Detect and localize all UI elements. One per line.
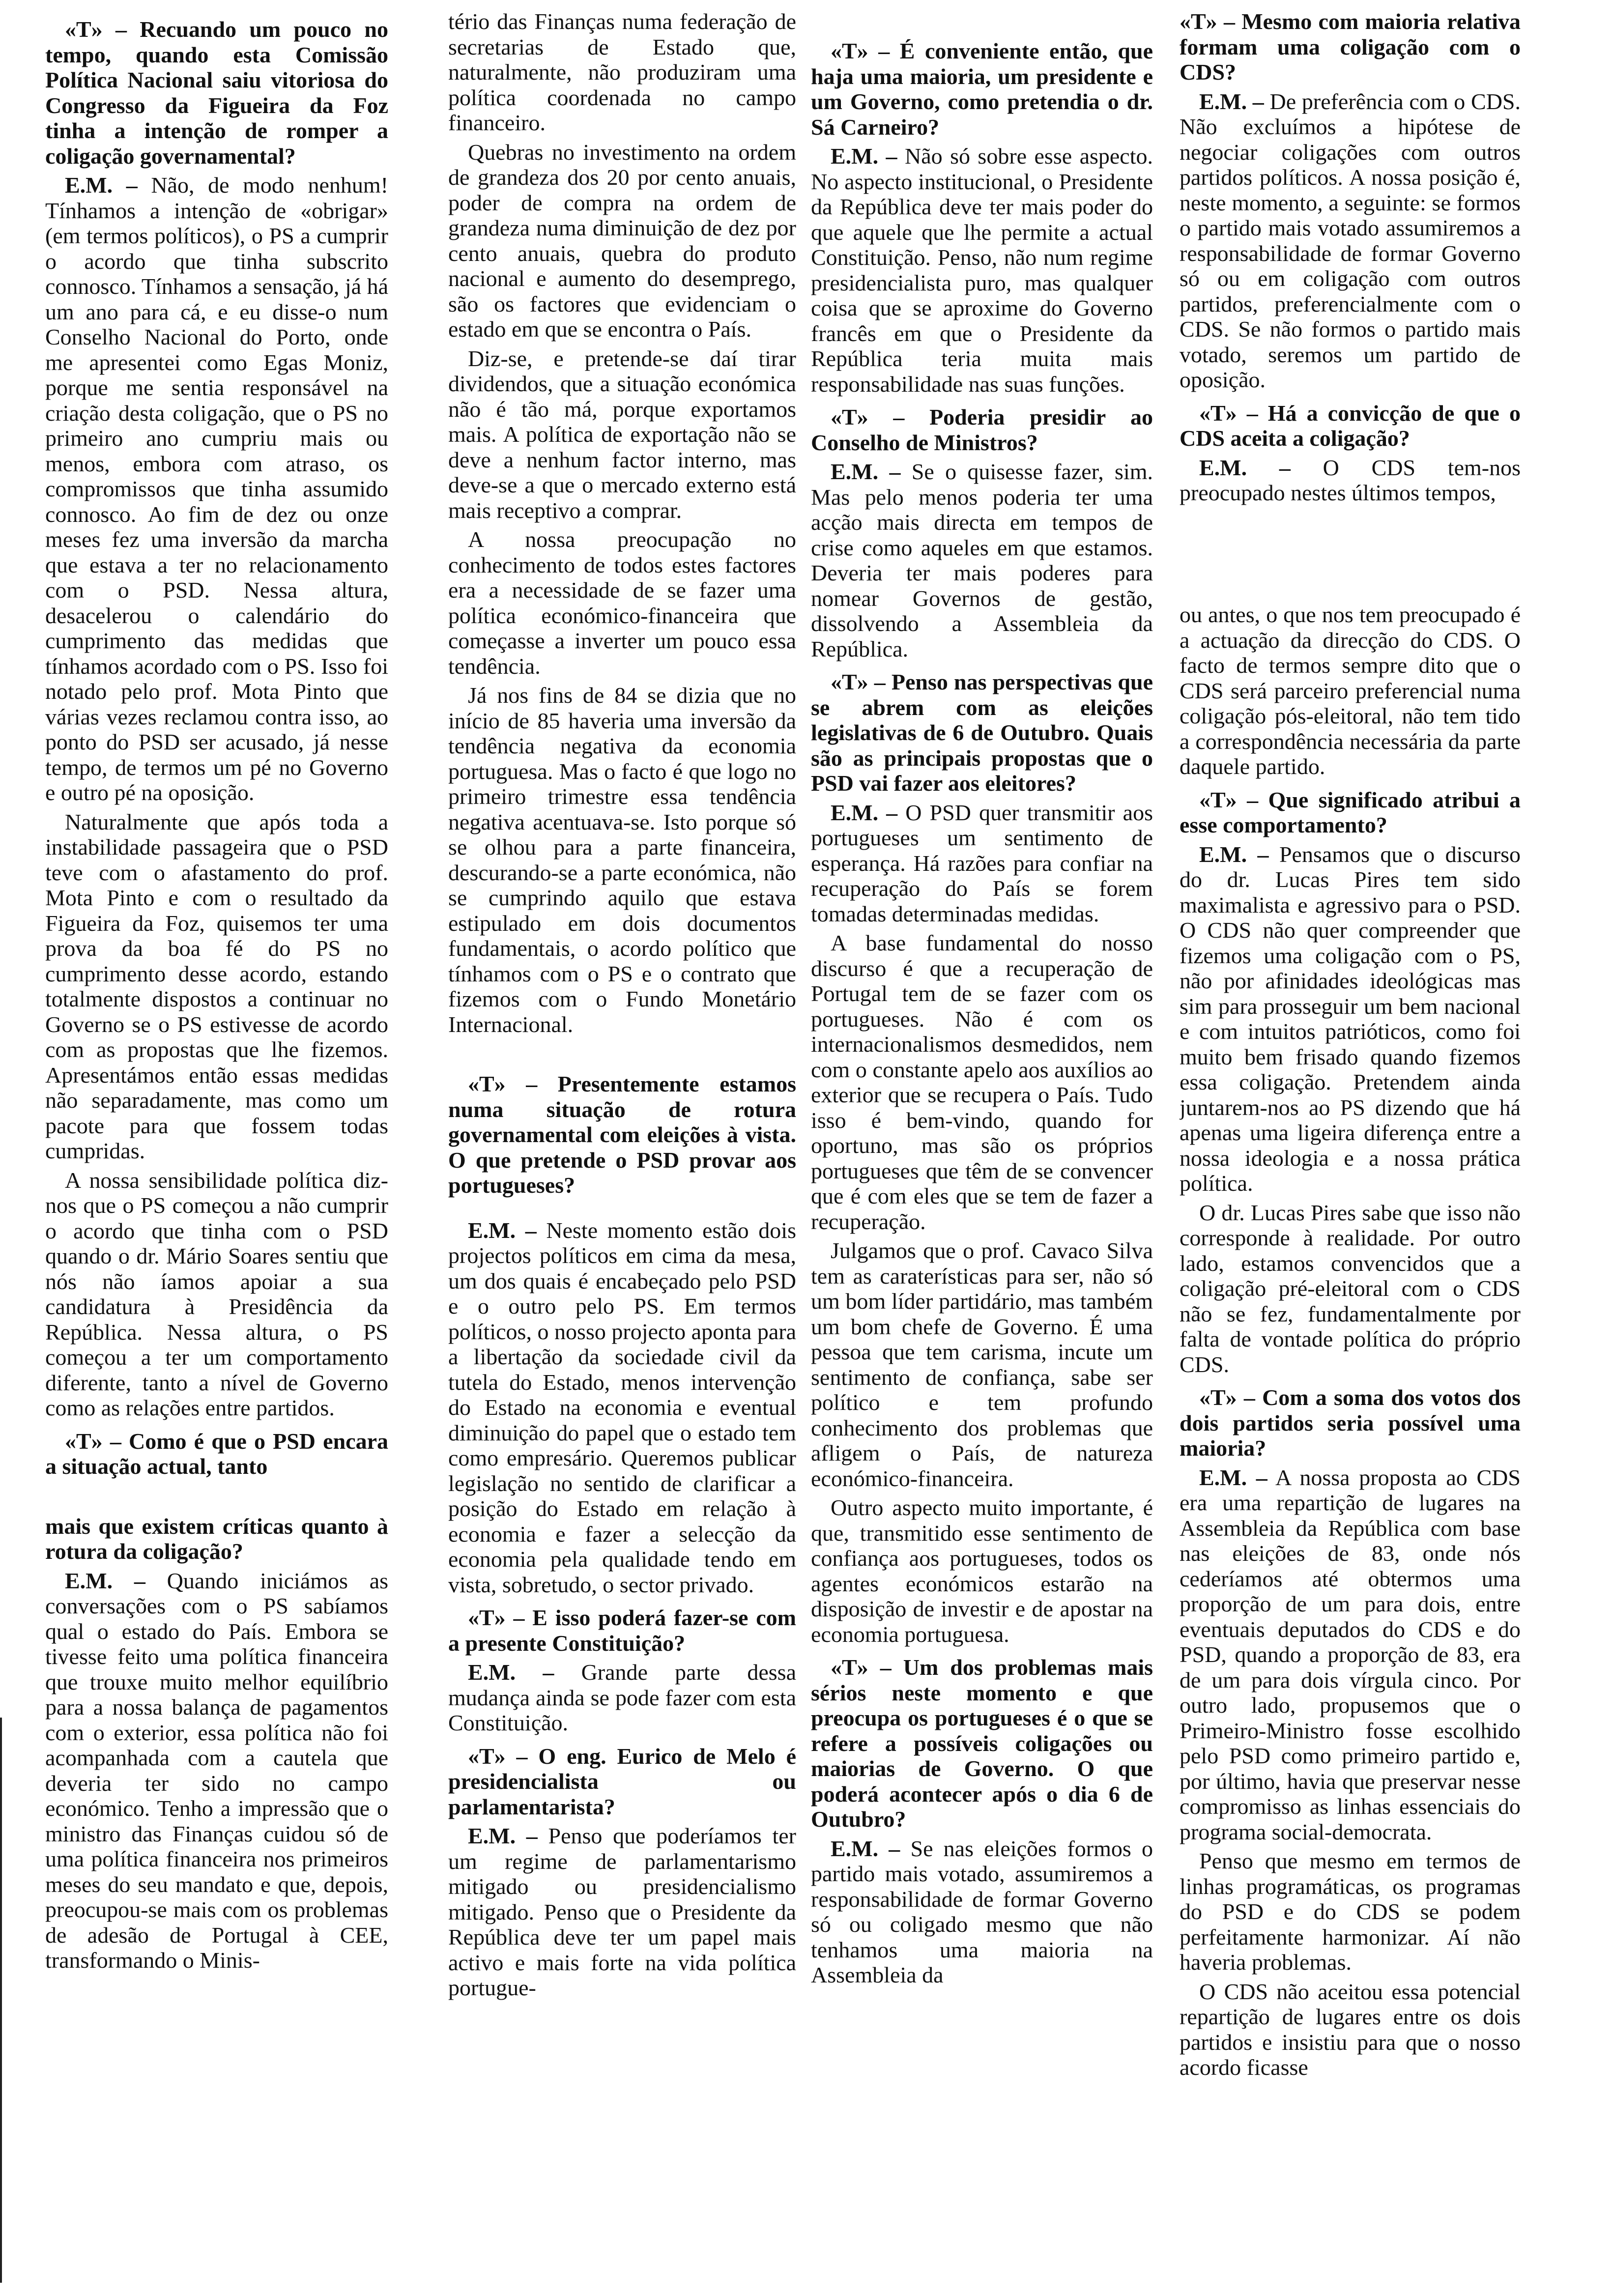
- speaker-label: E.M. –: [65, 1568, 145, 1593]
- paragraph: O dr. Lucas Pires sabe que isso não corresponde à realidade. Por outro lado, estamos convencidos que a coligação pré-eleitoral com o CDS não se fez, fundamentalmente por falta de vontade política do próprio CDS.: [1180, 1200, 1521, 1377]
- speaker-label: E.M. –: [831, 144, 897, 169]
- speaker-label: E.M. –: [1199, 455, 1291, 480]
- answer-text: Não só sobre esse aspecto. No aspecto institucional, o Presidente da República deve ter mais poder do que aquele que lhe permite a actual Constituição. Penso, não num regime presidencialista puro, mas qualquer coisa que se aproxime do Governo francês em que o Presidente da República teria muita mais responsabilidade nas suas funções.: [811, 144, 1153, 397]
- answer: [811, 144, 1153, 397]
- question: «T» – Que significado atribui a esse comportamento?: [1180, 787, 1521, 837]
- paragraph: Outro aspecto muito importante, é que, transmitido esse sentimento de confiança aos portugueses, todos os agentes económicos estarão na disposição de investir e de apostar na economia portuguesa.: [811, 1495, 1153, 1647]
- paragraph: Já nos fins de 84 se dizia que no início de 85 haveria uma inversão da tendência negativa da economia portuguesa. Mas o facto é que logo no primeiro trimestre essa tendência negativa acentuava-se. Isto porque só se olhou para a parte financeira, descurando-se a parte económica, não se cumprindo aquilo que estava estipulado em dois documentos fundamentais, o acordo político que tínhamos com o PS e o contrato que fizemos com o Fundo Monetário Internacional.: [448, 683, 796, 1037]
- answer: [448, 1660, 796, 1736]
- answer: [811, 1836, 1153, 1988]
- question: «T» – Com a soma dos votos dos dois partidos seria possível uma maioria?: [1180, 1385, 1521, 1461]
- answer: [448, 1823, 796, 2001]
- speaker-label: E.M. –: [468, 1823, 538, 1848]
- question: «T» – Há a convicção de que o CDS aceita a coligação?: [1180, 400, 1521, 451]
- paragraph: Naturalmente que após toda a instabilidade passageira que o PSD teve com o afastamento do prof. Mota Pinto e com o resultado da Figueira da Foz, quisemos ter uma prova da boa fé do PS no cumprimento desse acordo, estando totalmente dispostos a continuar no Governo se o PS estivesse de acordo com as propostas que lhe fizemos. Apresentámos então essas medidas não separadamente, mas como um pacote para que fossem todas cumpridas.: [45, 809, 388, 1163]
- column-2: [448, 9, 796, 2289]
- paragraph: O CDS não aceitou essa potencial repartição de lugares entre os dois partidos e insistiu para que o nosso acordo ficasse: [1180, 1979, 1521, 2080]
- margin-rule: [0, 1718, 2, 2283]
- answer-text: Pensamos que o discurso do dr. Lucas Pires tem sido maximalista e agressivo para o PSD. O CDS não quer compreender que fizemos uma coligação com o PS, não por afinidades ideológicas mas sim para prosseguir um bem nacional e com intuitos patrióticos, como foi muito bem frisado quando fizemos essa coligação. Pretendem ainda juntarem-nos ao PS dizendo que há apenas uma ligeira diferença entre a nossa ideologia e a nossa prática política.: [1180, 841, 1521, 1196]
- paragraph: Diz-se, e pretende-se daí tirar dividendos, que a situação económica não é tão má, porque exportamos mais. A política de exportação não se deve a nenhum factor interno, mas deve-se a que o mercado externo está mais receptivo a comprar.: [448, 345, 796, 523]
- answer-text: De preferência com o CDS. Não excluímos a hipótese de negociar coligações com outros partidos políticos. A nossa posição é, neste momento, a seguinte: se formos o partido mais votado assumiremos a responsabilidade de formar Governo só ou em coligação com outros partidos, preferencialmente com o CDS. Se não formos o partido mais votado, seremos um partido de oposição.: [1180, 88, 1521, 392]
- paragraph: Quebras no investimento na ordem de grandeza dos 20 por cento anuais, poder de compra na ordem de grandeza numa diminuição de dez por cento anuais, quebra do produto nacional e aumento do desemprego, são os factores que evidenciam o estado em que se encontra o País.: [448, 139, 796, 342]
- column-4-bottom: [1180, 602, 1521, 2290]
- answer: [45, 1568, 388, 1973]
- answer-text: Se nas eleições formos o partido mais votado, assumiremos a responsabilidade de formar Governo só ou coligado mesmo que não tenhamos uma maioria na Assembleia da: [811, 1836, 1153, 1987]
- column-3: [811, 9, 1153, 2289]
- paragraph-continued: ou antes, o que nos tem preocupado é a actuação da direcção do CDS. O facto de termos sempre dito que o CDS será parceiro preferencial numa coligação pós-eleitoral, não tem tido a correspondência necessária da parte daquele partido.: [1180, 602, 1521, 779]
- paragraph: A base fundamental do nosso discurso é que a recuperação de Portugal tem de se fazer com os portugueses. Não é com os internacionalismos desmedidos, nem com o constante apelo aos auxílios ao exterior que se recupera o País. Tudo isso é bem-vindo, quando for oportuno, mas são os próprios portugueses que têm de se convencer que é com eles que se tem de fazer a recuperação.: [811, 930, 1153, 1234]
- answer: [448, 1218, 796, 1598]
- answer-text: Grande parte dessa mudança ainda se pode fazer com esta Constituição.: [448, 1660, 796, 1735]
- answer: [811, 459, 1153, 661]
- question: «T» – Presentemente estamos numa situação de rotura governamental com eleições à vista. O que pretende o PSD provar aos portugueses?: [448, 1071, 796, 1198]
- column-1: [45, 9, 388, 2289]
- question: «T» – Penso nas perspectivas que se abrem com as eleições legislativas de 6 de Outubro. Quais são as principais propostas que o PSD vai fazer aos eleitores?: [811, 669, 1153, 796]
- speaker-label: E.M. –: [1199, 1464, 1267, 1490]
- paragraph: A nossa sensibilidade política diz-nos que o PS começou a não cumprir o acordo que tinha com o PSD quando o dr. Mário Soares sentiu que nós não íamos apoiar a sua candidatura à Presidência da República. Nessa altura, o PS começou a ter um comportamento diferente, tanto a nível de Governo como as relações entre partidos.: [45, 1167, 388, 1420]
- answer-text: Quando iniciámos as conversações com o PS sabíamos qual o estado do País. Embora se tivesse feito uma política financeira que trouxe muito melhor equilíbrio para a nossa balança de pagamentos com o exterior, essa política não foi acompanhada com a cautela que deveria ter sido no campo económico. Tenho a impressão que o ministro das Finanças cuidou só de uma política financeira nos primeiros meses do seu mandato e que, depois, preocupou-se mais com os problemas de adesão de Portugal à CEE, transformando o Minis-: [45, 1568, 388, 1973]
- answer: [811, 800, 1153, 927]
- question: «T» – O eng. Eurico de Melo é presidencialista ou parlamentarista?: [448, 1743, 796, 1819]
- answer: [1180, 89, 1521, 393]
- answer-text: O PSD quer transmitir aos portugueses um sentimento de esperança. Há razões para confiar na recuperação do País se forem tomadas determinadas medidas.: [811, 800, 1153, 926]
- answer-text: Se o quisesse fazer, sim. Mas pelo menos poderia ter uma acção mais directa em tempos de crise como aqueles em que estamos. Deveria ter mais poderes para nomear Governos de gestão, dissolvendo a Assembleia da República.: [811, 459, 1153, 661]
- speaker-label: E.M. –: [65, 172, 138, 198]
- column-4-top: [1180, 9, 1521, 572]
- answer-text: Não, de modo nenhum! Tínhamos a intenção de «obrigar» (em termos políticos), o PS a cumprir o acordo que tinha subscrito connosco. Tínhamos a sensação, já há um ano para cá, e eu disse-o num Conselho Nacional do Porto, onde me apresentei como Egas Moniz, porque me sentia responsável na criação desta coligação, que o PS no primeiro ano cumpriu mais ou menos, embora com atraso, os compromissos que tinha assumido connosco. Ao fim de dez ou onze meses fez uma inversão da marcha que estava a ter no relacionamento com o PSD. Nessa altura, desacelerou o calendário do cumprimento das medidas que tínhamos acordado com o PS. Isso foi notado pelo prof. Mota Pinto que várias vezes reclamou contra isso, ao ponto do PSD ser acusado, já nesse tempo, de termos um pé no Governo e outro pé na oposição.: [45, 172, 388, 805]
- answer: [1180, 455, 1521, 506]
- answer: [1180, 1465, 1521, 1845]
- speaker-label: E.M. –: [831, 800, 898, 825]
- question: «T» – E isso poderá fazer-se com a presente Constituição?: [448, 1605, 796, 1656]
- question-continued: mais que existem críticas quanto à rotura da coligação?: [45, 1513, 388, 1564]
- question: «T» – Poderia presidir ao Conselho de Ministros?: [811, 404, 1153, 455]
- paragraph: A nossa preocupação no conhecimento de todos estes factores era a necessidade de se fazer uma política económico-financeira que começasse a inverter um pouco essa tendência.: [448, 527, 796, 679]
- speaker-label: E.M. –: [468, 1660, 554, 1685]
- question: «T» – É conveniente então, que haja uma maioria, um presidente e um Governo, como pretendia o dr. Sá Carneiro?: [811, 38, 1153, 140]
- answer-text: Penso que poderíamos ter um regime de parlamentarismo mitigado ou presidencialismo mitigado. Penso que o Presidente da República deve ter um papel mais activo e mais forte na vida política portugue-: [448, 1823, 796, 2000]
- paragraph-continued: tério das Finanças numa federação de secretarias de Estado que, naturalmente, não produziram uma política coordenada no campo financeiro.: [448, 9, 796, 135]
- answer-text: O CDS tem-nos preocupado nestes últimos tempos,: [1180, 455, 1521, 505]
- paragraph: Julgamos que o prof. Cavaco Silva tem as caraterísticas para ser, não só um bom líder partidário, mas também um bom chefe de Governo. É uma pessoa que tem carisma, incute um sentimento de confiança, sabe ser político e tem profundo conhecimento dos problemas que afligem o País, de natureza económico-financeira.: [811, 1238, 1153, 1491]
- question-continued: «T» – Mesmo com maioria relativa formam uma coligação com o CDS?: [1180, 9, 1521, 85]
- speaker-label: E.M. –: [831, 1836, 900, 1861]
- question: «T» – Como é que o PSD encara a situação actual, tanto: [45, 1428, 388, 1479]
- speaker-label: E.M. –: [1199, 88, 1264, 114]
- speaker-label: E.M. –: [831, 459, 901, 484]
- answer-text: Neste momento estão dois projectos políticos em cima da mesa, um dos quais é encabeçado pelo PSD e o outro pelo PS. Em termos políticos, o nosso projecto aponta para a libertação da sociedade civil da tutela do Estado, menos intervenção do Estado na economia e eventual diminuição do papel que o estado tem como empresário. Queremos publicar legislação no sentido de clarificar a posição do Estado em relação à economia e fazer a selecção da economia pela qualidade tendo em vista, sobretudo, o sector privado.: [448, 1217, 796, 1597]
- question: «T» – Um dos problemas mais sérios neste momento e que preocupa os portugueses é o que se refere a possíveis coligações ou maiorias de Governo. O que poderá acontecer após o dia 6 de Outubro?: [811, 1655, 1153, 1832]
- speaker-label: E.M. –: [468, 1217, 537, 1243]
- speaker-label: E.M. –: [1199, 841, 1269, 867]
- answer: [1180, 842, 1521, 1196]
- question: «T» – Recuando um pouco no tempo, quando esta Comissão Política Nacional saiu vitoriosa do Congresso da Figueira da Foz tinha a intenção de romper a coligação governamental?: [45, 17, 388, 169]
- paragraph: Penso que mesmo em termos de linhas programáticas, os programas do PSD e do CDS se podem perfeitamente harmonizar. Aí não haveria problemas.: [1180, 1848, 1521, 1975]
- answer-text: A nossa proposta ao CDS era uma repartição de lugares na Assembleia da República com base nas eleições de 83, onde nós cederíamos até obtermos uma proporção de um para dois, entre eventuais deputados do CDS e do PSD, quando a proporção de 83, era de um para dois vírgula cinco. Por outro lado, propusemos que o Primeiro-Ministro fosse escolhido pelo PSD como primeiro partido e, por último, havia que preservar nesse compromisso as linhas essenciais do programa social-democrata.: [1180, 1464, 1521, 1844]
- answer: [45, 172, 388, 805]
